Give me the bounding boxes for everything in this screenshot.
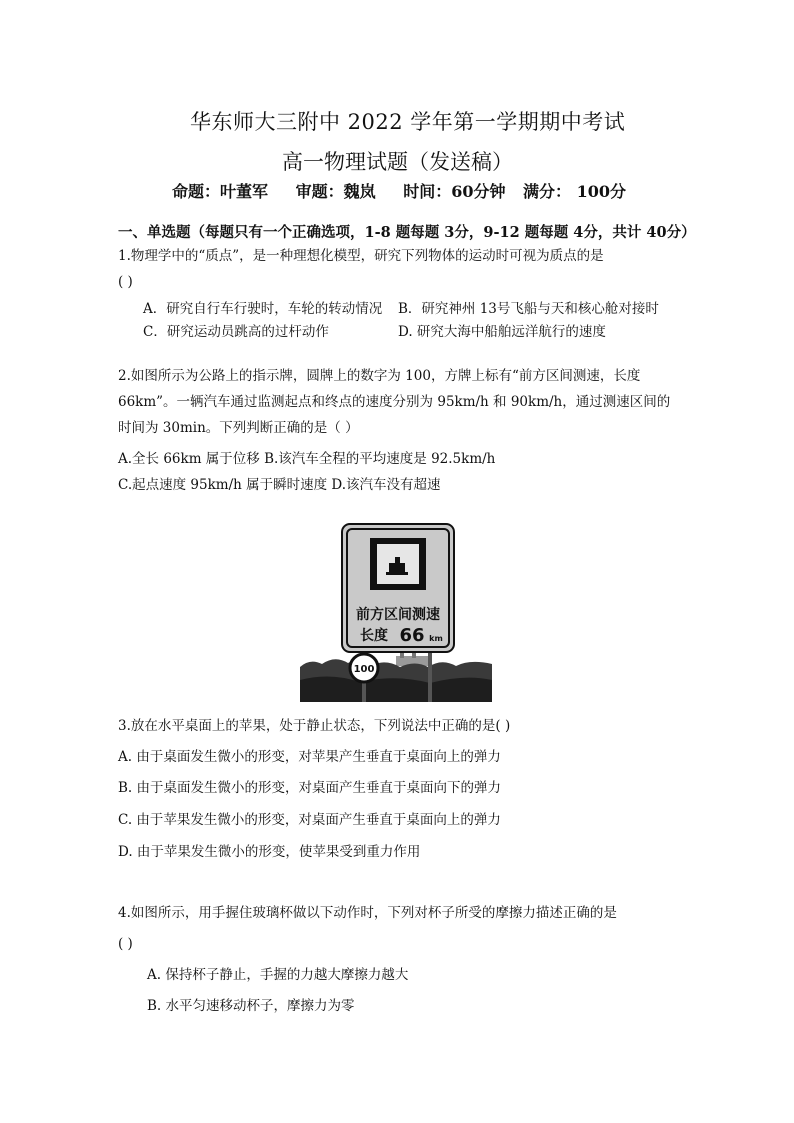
q2-line-1: 2.如图所示为公路上的指示牌，圆牌上的数字为 100，方牌上标有“前方区间测速，长度 — [118, 368, 641, 384]
exam-meta — [172, 179, 626, 202]
q2-options-cd: C.起点速度 95km/h 属于瞬时速度 D.该汽车没有超速 — [118, 477, 441, 493]
score-label: 满分： 100分 — [523, 182, 627, 201]
section-heading: 一、单选题（每题只有一个正确选项，1-8 题每题 3分，9-12 题每题 4分，共计 40分） — [118, 224, 696, 241]
q2-line-2: 66km”。一辆汽车通过监测起点和终点的速度分别为 95km/h 和 90km/h，通过测速区间的 — [118, 394, 671, 410]
q4-option-b: B. 水平匀速移动杯子，摩擦力为零 — [147, 998, 355, 1014]
time-label: 时间：60分钟 — [403, 182, 506, 201]
q4-answer-paren: ( ) — [118, 936, 133, 952]
reviewer-label: 审题：魏岚 — [295, 182, 376, 201]
sign-text-length-label: 长度 — [360, 628, 388, 644]
q1-answer-paren: ( ) — [118, 274, 133, 290]
q3-stem: 3.放在水平桌面上的苹果，处于静止状态，下列说法中正确的是( ) — [118, 718, 511, 734]
q2-options-ab: A.全长 66km 属于位移 B.该汽车全程的平均速度是 92.5km/h — [118, 451, 496, 467]
sign-text-line-1: 前方区间测速 — [356, 607, 440, 623]
sign-text-length-number: 66 — [399, 625, 425, 646]
q3-option-b: B. 由于桌面发生微小的形变，对桌面产生垂直于桌面向下的弹力 — [118, 780, 502, 796]
q1-option-a: A．研究自行车行驶时，车轮的转动情况 — [143, 301, 383, 317]
setter-label: 命题：叶董军 — [172, 182, 269, 201]
q1-option-c: C．研究运动员跳高的过杆动作 — [143, 324, 329, 340]
road-sign-photo — [300, 522, 492, 702]
q4-option-a: A. 保持杯子静止，手握的力越大摩擦力越大 — [147, 967, 409, 983]
q2-line-3: 时间为 30min。下列判断正确的是（ ） — [118, 420, 359, 436]
q3-option-c: C. 由于苹果发生微小的形变，对桌面产生垂直于桌面向上的弹力 — [118, 812, 501, 828]
q1-stem: 1.物理学中的“质点”，是一种理想化模型，研究下列物体的运动时可视为质点的是 — [118, 248, 604, 264]
q4-stem: 4.如图所示，用手握住玻璃杯做以下动作时，下列对杯子所受的摩擦力描述正确的是 — [118, 905, 617, 921]
exam-title: 华东师大三附中 2022 学年第一学期期中考试 — [190, 110, 626, 134]
q3-option-d: D. 由于苹果发生微小的形变，使苹果受到重力作用 — [118, 844, 421, 860]
q1-option-d: D. 研究大海中船舶远洋航行的速度 — [398, 324, 606, 340]
q3-option-a: A. 由于桌面发生微小的形变，对苹果产生垂直于桌面向上的弹力 — [118, 749, 501, 765]
road-sign-figure — [300, 522, 492, 702]
speed-limit-value: 100 — [353, 664, 375, 675]
sign-text-length-unit: km — [429, 634, 443, 643]
q1-option-b: B．研究神州 13号飞船与天和核心舱对接时 — [398, 301, 659, 317]
exam-subtitle: 高一物理试题（发送稿） — [282, 150, 513, 174]
